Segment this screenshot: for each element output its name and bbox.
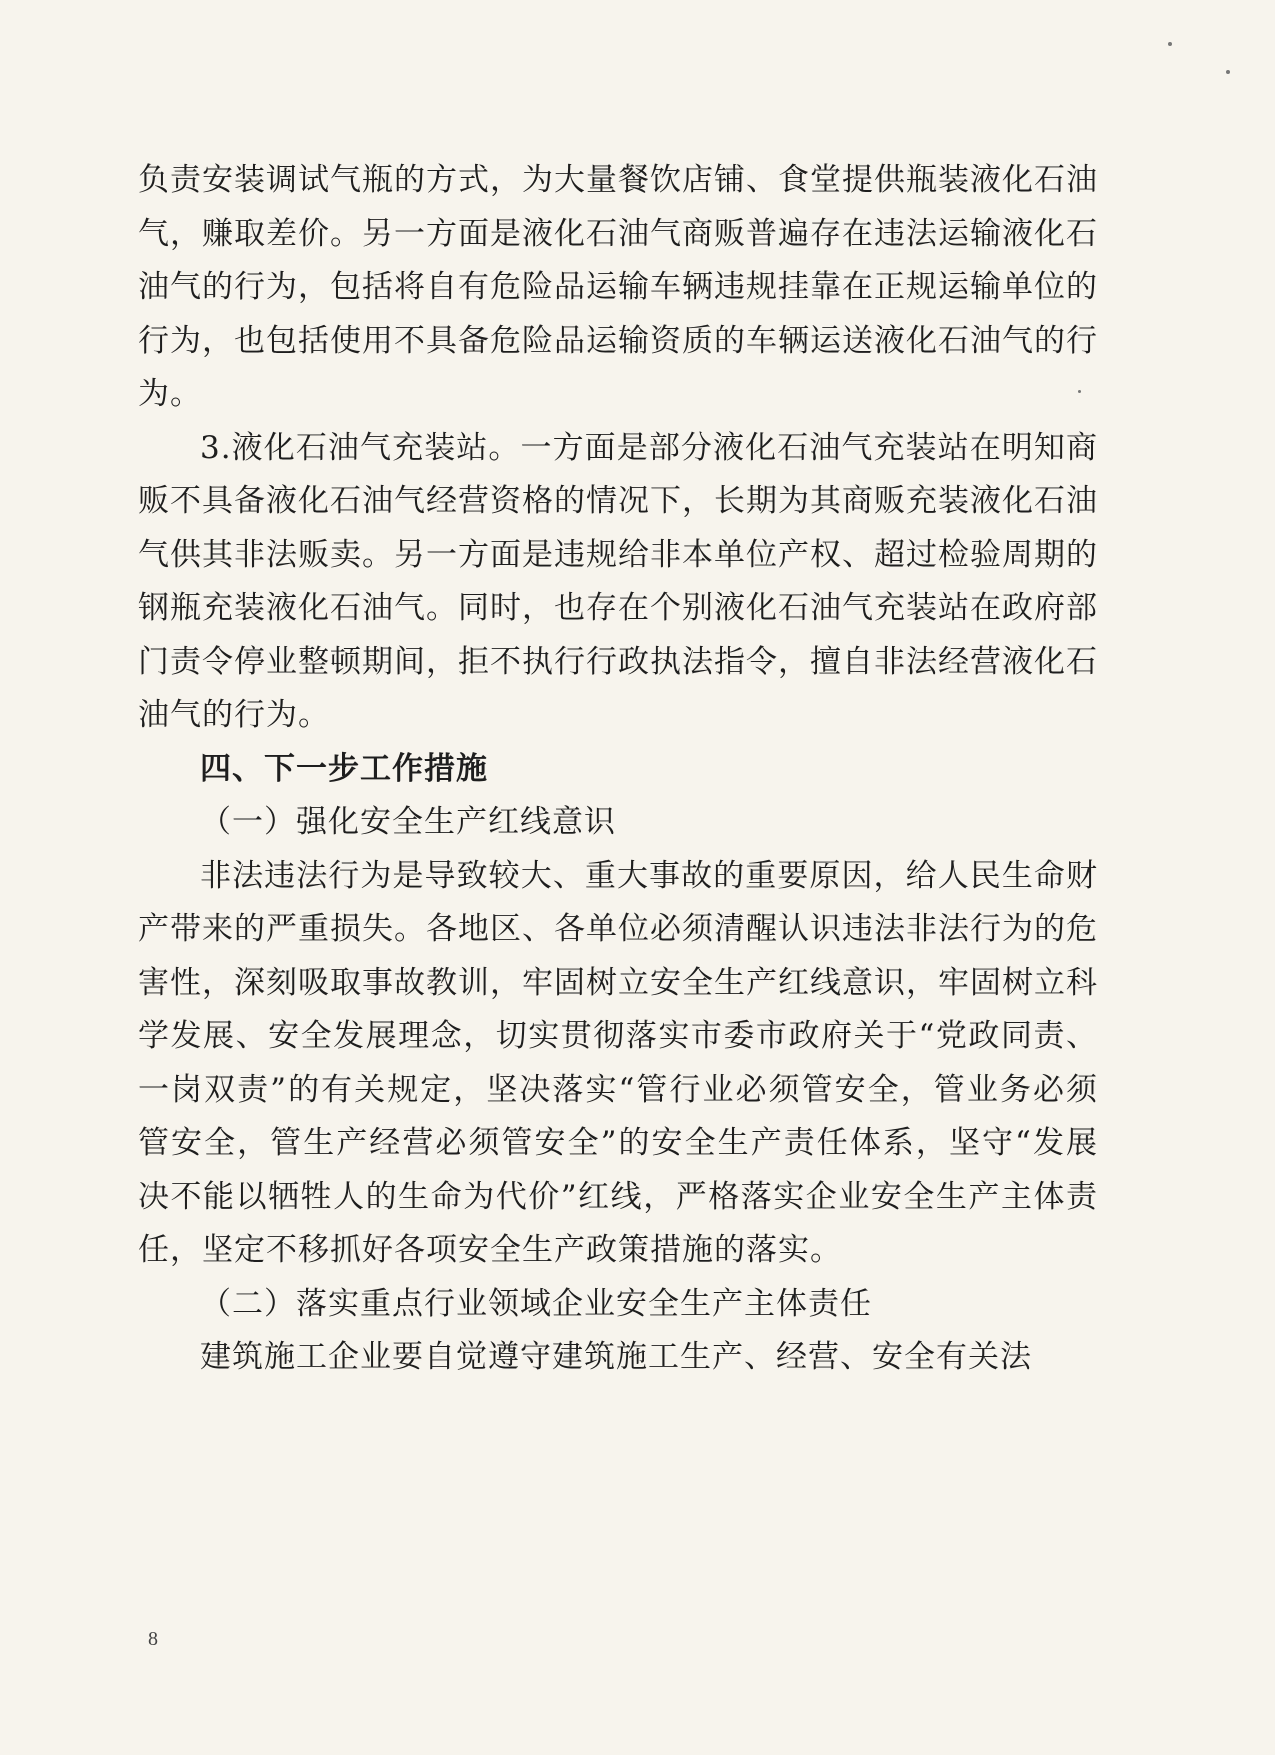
subsection-heading-1: （一）强化安全生产红线意识	[200, 804, 616, 840]
scan-speck	[1226, 70, 1230, 74]
paragraph-continuation: 负责安装调试气瓶的方式，为大量餐饮店铺、食堂提供瓶装液化石油气，赚取差价。另一方面是液化石油气商贩普遍存在违法运输液化石油气的行为，包括将自有危险品运输车辆违规挂靠在正规运输单位的行为，也包括使用不具备危险品运输资质的车辆运送液化石油气的行为。	[138, 162, 1098, 412]
scan-speck	[1078, 390, 1081, 393]
section-heading: 四、下一步工作措施	[200, 750, 488, 787]
paragraph-red-line-awareness: 非法违法行为是导致较大、重大事故的重要原因，给人民生命财产带来的严重损失。各地区、各单位必须清醒认识违法非法行为的危害性，深刻吸取事故教训，牢固树立安全生产红线意识，牢固树立科学发展、安全发展理念，切实贯彻落实市委市政府关于“党政同责、一岗双责”的有关规定，坚决落实“管行业必须管安全，管业务必须管安全，管生产经营必须管安全”的安全生产责任体系，坚守“发展决不能以牺牲人的生命为代价”红线，严格落实企业安全生产主体责任，坚定不移抓好各项安全生产政策措施的落实。	[138, 857, 1098, 1268]
document-body	[138, 154, 1098, 1385]
scan-speck	[1168, 42, 1172, 46]
subsection-heading-2: （二）落实重点行业领域企业安全生产主体责任	[200, 1285, 872, 1322]
paragraph-lpg-filling-station: 3.液化石油气充装站。一方面是部分液化石油气充装站在明知商贩不具备液化石油气经营资格的情况下，长期为其商贩充装液化石油气供其非法贩卖。另一方面是违规给非本单位产权、超过检验周期的钢瓶充装液化石油气。同时，也存在个别液化石油气充装站在政府部门责令停业整顿期间，拒不执行行政执法指令，擅自非法经营液化石油气的行为。	[138, 429, 1098, 733]
page-number: 8	[148, 1628, 158, 1650]
paragraph-construction-enterprises: 建筑施工企业要自觉遵守建筑施工生产、经营、安全有关法	[200, 1339, 1032, 1375]
